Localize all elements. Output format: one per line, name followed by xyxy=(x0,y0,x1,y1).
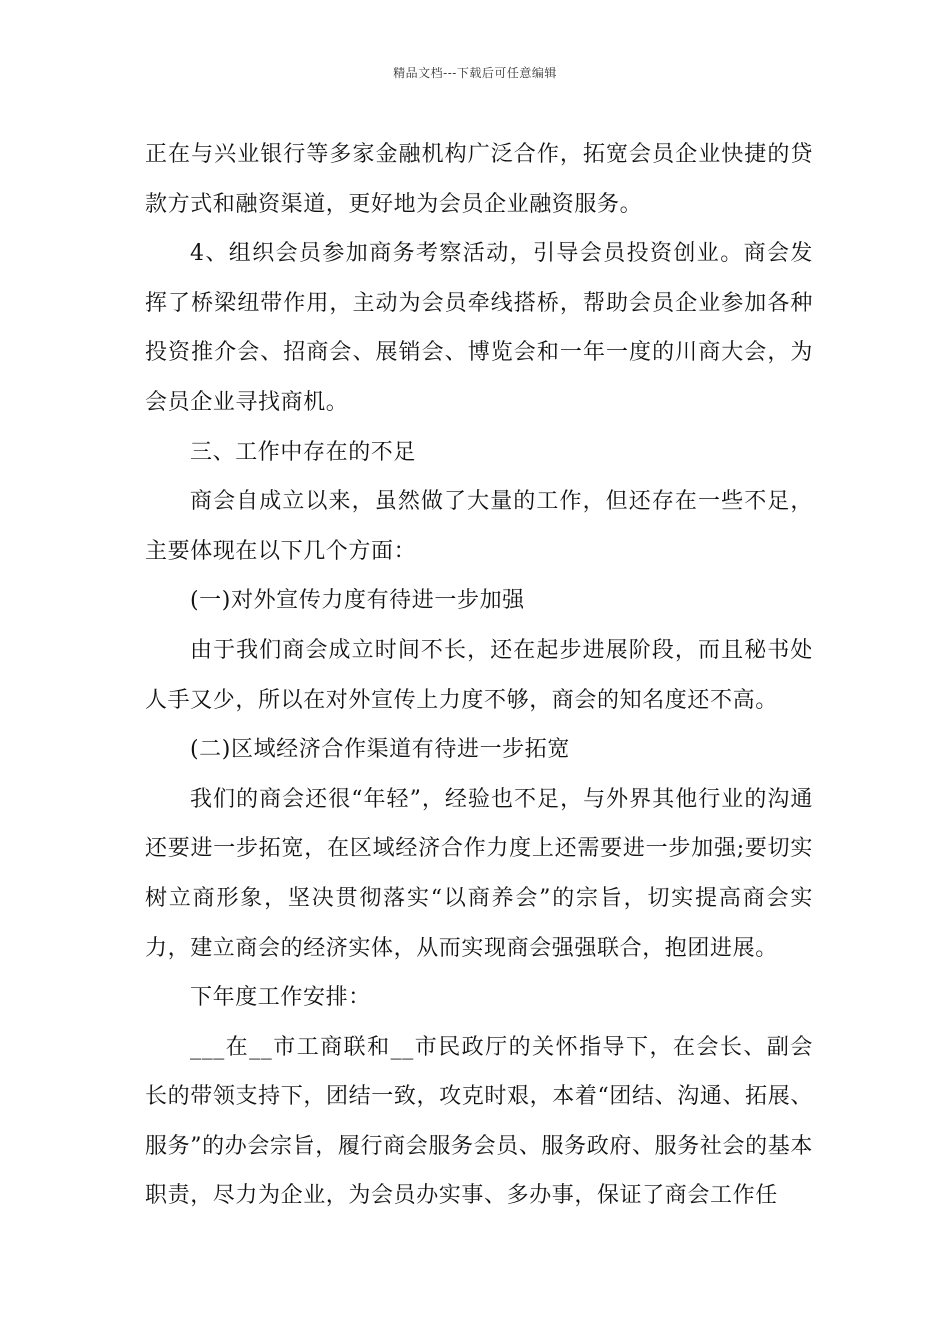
heading-next-year-plan: 下年度工作安排： xyxy=(190,985,371,1011)
paragraph-shortcomings-intro: 商会自成立以来，虽然做了大量的工作，但还存在一些不足，主要体现在以下几个方面： xyxy=(145,489,813,564)
subheading-regional-cooperation: (二)区域经济合作渠道有待进一步拓宽 xyxy=(190,737,570,763)
paragraph-publicity: 由于我们商会成立时间不长，还在起步进展阶段，而且秘书处人手又少，所以在对外宣传上力度不够，商会的知名度还不高。 xyxy=(145,637,813,713)
page-header: 精品文档---下载后可任意编辑 xyxy=(393,66,557,80)
paragraph-item-4: 4、组织会员参加商务考察活动，引导会员投资创业。商会发挥了桥梁纽带作用，主动为会员牵线搭桥，帮助会员企业参加各种投资推介会、招商会、展销会、博览会和一年一度的川商大会，为会员企业寻找商机。 xyxy=(145,241,813,415)
section-heading-shortcomings: 三、工作中存在的不足 xyxy=(190,439,417,465)
paragraph-next-year-plan: ___在__市工商联和__市民政厅的关怀指导下，在会长、副会长的带领支持下，团结一致，攻克时艰，本着“团结、沟通、拓展、服务”的办会宗旨，履行商会服务会员、服务政府、服务社会的基本职责，尽力为企业，为会员办实事、多办事，保证了商会工作任 xyxy=(145,1034,813,1209)
subheading-publicity: (一)对外宣传力度有待进一步加强 xyxy=(190,588,525,614)
document-body xyxy=(145,130,813,1221)
paragraph-regional-cooperation: 我们的商会还很“年轻”，经验也不足，与外界其他行业的沟通还要进一步拓宽，在区域经济合作力度上还需要进一步加强;要切实树立商形象，坚决贯彻落实“以商养会”的宗旨，切实提高商会实力，建立商会的经济实体，从而实现商会强强联合，抱团进展。 xyxy=(145,786,813,961)
paragraph-financing-continued: 正在与兴业银行等多家金融机构广泛合作，拓宽会员企业快捷的贷款方式和融资渠道，更好地为会员企业融资服务。 xyxy=(145,142,813,217)
